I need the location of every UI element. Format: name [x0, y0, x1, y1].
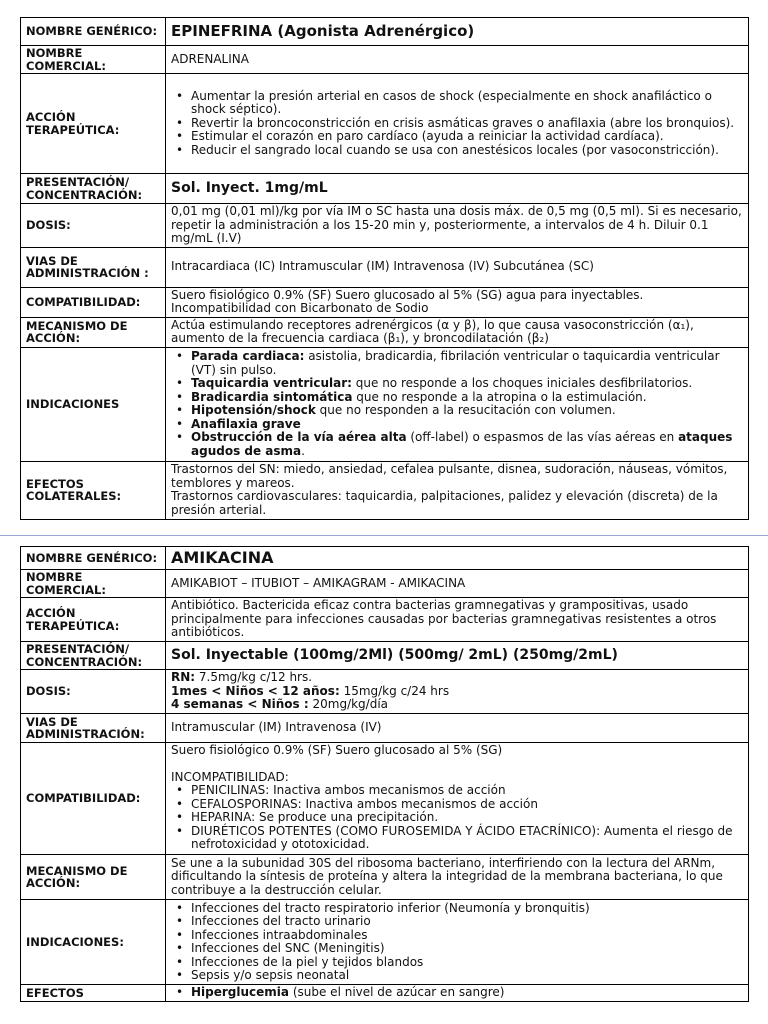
- section-divider: [0, 535, 768, 536]
- list-item: • CEFALOSPORINAS: Inactiva ambos mecanismos de acción: [191, 798, 743, 812]
- dose-line: 4 semanas < Niños : 20mg/kg/día: [171, 697, 389, 712]
- incompatibility-title: INCOMPATIBILIDAD:: [171, 769, 289, 784]
- presentation-label: PRESENTACIÓN/ CONCENTRACIÓN:: [21, 174, 166, 204]
- dose-label: DOSIS:: [21, 204, 166, 248]
- incompatibility-line: Incompatibilidad con Bicarbonato de Sodio: [171, 301, 429, 315]
- therapeutic-action: [166, 74, 749, 174]
- side-effects-label: EFECTOS COLATERALES:: [21, 461, 166, 519]
- dose: 0,01 mg (0,01 ml)/kg por vía IM o SC hasta una dosis máx. de 0,5 mg (0,5 ml). Si es necesario, repetir la administración a los 15-20 min y, posteriormente, a intervalos de 4 h. Diluir 0.1 mg/mL (I.V): [166, 204, 749, 248]
- presentation: Sol. Inyectable (100mg/2Ml) (500mg/ 2mL) (250mg/2mL): [166, 642, 749, 670]
- mechanism-text-bold: , lo que causa vasoconstricción (α₁), aumento de la frecuencia cardiaca (β₁), y broncodilatación (β₂): [171, 317, 694, 345]
- dose-line: RN: 7.5mg/kg c/12 hrs.: [171, 670, 313, 685]
- list-item: • Revertir la broncoconstricción en crisis asmáticas graves o anafilaxia (abre los bronquios).: [191, 117, 743, 131]
- presentation-label: PRESENTACIÓN/ CONCENTRACIÓN:: [21, 642, 166, 670]
- list-item: • HEPARINA: Se produce una precipitación.: [191, 811, 743, 825]
- mechanism-label: MECANISMO DE ACCIÓN:: [21, 855, 166, 900]
- commercial-name-label: NOMBRE COMERCIAL:: [21, 46, 166, 74]
- generic-name: AMIKACINA: [166, 547, 749, 570]
- list-item: • Infecciones del SNC (Meningitis): [191, 942, 743, 956]
- compatibility-label: COMPATIBILIDAD:: [21, 287, 166, 317]
- generic-name-label: NOMBRE GENÉRICO:: [21, 547, 166, 570]
- therapeutic-action-label: ACCIÓN TERAPEÚTICA:: [21, 74, 166, 174]
- generic-name: EPINEFRINA (Agonista Adrenérgico): [166, 18, 749, 46]
- list-item: • Infecciones del tracto urinario: [191, 915, 743, 929]
- mechanism-text: Actúa estimulando receptores adrenérgicos (α y β): [171, 317, 477, 332]
- list-item: • Obstrucción de la vía aérea alta (off-label) o espasmos de las vías aéreas en ataques agudos de asma.: [191, 431, 743, 458]
- list-item: • PENICILINAS: Inactiva ambos mecanismos de acción: [191, 784, 743, 798]
- dose-line: 1mes < Niños < 12 años: 15mg/kg c/24 hrs: [171, 683, 450, 698]
- dose-label: DOSIS:: [21, 670, 166, 714]
- side-effects: [166, 985, 749, 1002]
- mechanism: [166, 317, 749, 347]
- compatibility-line: Suero fisiológico 0.9% (SF) Suero glucosado al 5% (SG): [171, 743, 503, 757]
- indications: [166, 347, 749, 461]
- side-effects-line: Trastornos cardiovasculares: taquicardia, palpitaciones, palidez y elevación (discreta) de la presión arterial.: [171, 489, 718, 517]
- side-effects-line: Trastornos del SN: miedo, ansiedad, cefalea pulsante, disnea, sudoración, náuseas, vómitos, temblores y mareos.: [171, 462, 728, 490]
- commercial-name: ADRENALINA: [166, 46, 749, 74]
- list-item: • Parada cardiaca: asistolia, bradicardia, fibrilación ventricular o taquicardia ventricular (VT) sin pulso.: [191, 350, 743, 377]
- amikacina-card: [20, 546, 749, 1002]
- generic-name-label: NOMBRE GENÉRICO:: [21, 18, 166, 46]
- mechanism: Se une a la subunidad 30S del ribosoma bacteriano, interfiriendo con la lectura del ARNm, dificultando la síntesis de proteína y altera la integridad de la membrana bacteriana, lo que contribuye a la destrucción celular.: [166, 855, 749, 900]
- list-item: • Infecciones del tracto respiratorio inferior (Neumonía y bronquitis): [191, 902, 743, 916]
- routes-label: VIAS DE ADMINISTRACIÓN :: [21, 247, 166, 287]
- indications: [166, 900, 749, 985]
- indications-label: INDICACIONES:: [21, 900, 166, 985]
- compatibility-line: Suero fisiológico 0.9% (SF) Suero glucosado al 5% (SG) agua para inyectables.: [171, 287, 644, 302]
- dose: [166, 670, 749, 714]
- mechanism-label: MECANISMO DE ACCIÓN:: [21, 317, 166, 347]
- list-item: • Taquicardia ventricular: que no responde a los choques iniciales desfibrilatorios.: [191, 377, 743, 391]
- routes: Intracardiaca (IC) Intramuscular (IM) Intravenosa (IV) Subcutánea (SC): [166, 247, 749, 287]
- list-item: • Reducir el sangrado local cuando se usa con anestésicos locales (por vasoconstricción).: [191, 144, 743, 158]
- list-item: • Anafilaxia grave: [191, 418, 743, 432]
- indications-label: INDICACIONES: [21, 347, 166, 461]
- commercial-name: AMIKABIOT – ITUBIOT – AMIKAGRAM - AMIKACINA: [166, 570, 749, 598]
- routes: Intramuscular (IM) Intravenosa (IV): [166, 714, 749, 743]
- list-item: • Infecciones intraabdominales: [191, 929, 743, 943]
- compatibility: [166, 743, 749, 855]
- side-effects: [166, 461, 749, 519]
- list-item: • Infecciones de la piel y tejidos blandos: [191, 956, 743, 970]
- epinefrina-card: [20, 17, 749, 520]
- list-item: • Aumentar la presión arterial en casos de shock (especialmente en shock anafiláctico o shock séptico).: [191, 90, 743, 117]
- list-item: • Hiperglucemia (sube el nivel de azúcar en sangre): [191, 986, 743, 1000]
- list-item: • Sepsis y/o sepsis neonatal: [191, 969, 743, 983]
- list-item: • Estimular el corazón en paro cardíaco (ayuda a reiniciar la actividad cardíaca).: [191, 130, 743, 144]
- routes-label: VIAS DE ADMINISTRACIÓN:: [21, 714, 166, 743]
- compatibility: [166, 287, 749, 317]
- therapeutic-action-label: ACCIÓN TERAPEÚTICA:: [21, 598, 166, 642]
- list-item: • Bradicardia sintomática que no responde a la atropina o la estimulación.: [191, 391, 743, 405]
- list-item: • Hipotensión/shock que no responden a la resucitación con volumen.: [191, 404, 743, 418]
- compatibility-label: COMPATIBILIDAD:: [21, 743, 166, 855]
- presentation: Sol. Inyect. 1mg/mL: [166, 174, 749, 204]
- list-item: • DIURÉTICOS POTENTES (COMO FUROSEMIDA Y ÁCIDO ETACRÍNICO): Aumenta el riesgo de nefrotoxicidad y ototoxicidad.: [191, 825, 743, 852]
- commercial-name-label: NOMBRE COMERCIAL:: [21, 570, 166, 598]
- therapeutic-action: Antibiótico. Bactericida eficaz contra bacterias gramnegativas y grampositivas, usado principalmente para infecciones causadas por bacterias gramnegativas resistentes a otros antibióticos.: [166, 598, 749, 642]
- side-effects-label: EFECTOS: [21, 985, 166, 1002]
